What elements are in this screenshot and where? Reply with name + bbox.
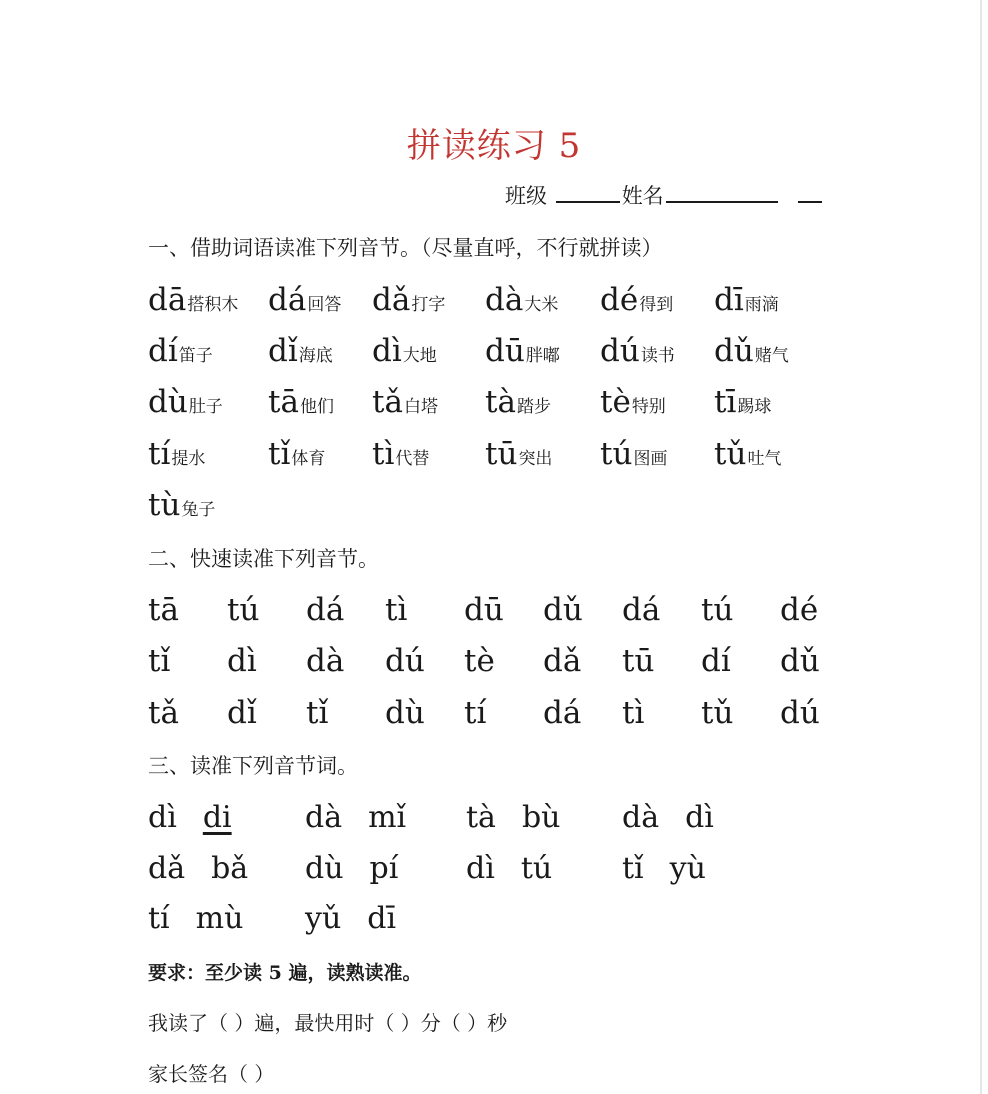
syllable-cell: dú — [780, 695, 820, 731]
syllable-pinyin: dù — [148, 384, 188, 420]
syllable-item — [148, 384, 223, 425]
syllable-word: 读书 — [640, 346, 675, 366]
syllable-item — [268, 436, 325, 477]
page-title: 拼读练习 5 — [406, 126, 582, 166]
pinyin-syllable: tú — [520, 851, 553, 886]
syllable-cell: dá — [622, 592, 661, 628]
pinyin-word — [148, 851, 248, 887]
pinyin-syllable: yù — [669, 851, 706, 886]
syllable-word: 大米 — [524, 295, 559, 315]
pinyin-word — [148, 800, 232, 836]
syllable-pinyin: tú — [600, 436, 633, 472]
pinyin-syllable: dì — [466, 851, 495, 886]
pinyin-word — [622, 851, 706, 887]
syllable-word: 吐气 — [747, 449, 782, 469]
syllable-word: 肚子 — [188, 397, 223, 417]
pinyin-syllable: bù — [521, 800, 561, 835]
syllable-pinyin: tí — [148, 436, 171, 472]
syllable-pinyin: tā — [268, 384, 299, 420]
syllable-cell: dǔ — [780, 643, 820, 679]
syllable-word: 体育 — [291, 449, 326, 469]
syllable-cell: dú — [385, 643, 425, 679]
pinyin-syllable: di — [202, 800, 232, 835]
parent-signature: 家长签名（ ） — [148, 1062, 275, 1086]
syllable-word: 回答 — [307, 295, 342, 315]
name-bar — [505, 180, 824, 210]
pinyin-syllable: dī — [367, 901, 397, 936]
syllable-item — [372, 282, 445, 323]
syllable-cell: tì — [622, 695, 645, 731]
syllable-word: 打字 — [411, 295, 446, 315]
syllable-cell: tǐ — [148, 643, 171, 679]
pinyin-word — [466, 851, 552, 887]
syllable-word: 踢球 — [737, 397, 772, 417]
syllable-word: 大地 — [402, 346, 437, 366]
syllable-cell: tā — [148, 592, 179, 628]
syllable-pinyin: tǔ — [714, 436, 747, 472]
syllable-pinyin: dū — [485, 333, 525, 369]
reading-record: 我读了（ ）遍，最快用时（ ）分（ ）秒 — [148, 1011, 508, 1035]
syllable-word: 雨滴 — [744, 295, 779, 315]
syllable-cell: tǎ — [148, 695, 179, 731]
syllable-item — [714, 436, 781, 477]
pinyin-syllable: tǐ — [622, 851, 644, 886]
syllable-cell: dá — [543, 695, 582, 731]
syllable-word: 代替 — [395, 449, 430, 469]
syllable-cell: tǔ — [701, 695, 734, 731]
syllable-cell: dǎ — [543, 643, 582, 679]
syllable-item — [372, 436, 429, 477]
syllable-pinyin: tà — [485, 384, 516, 420]
pinyin-syllable: dì — [685, 800, 714, 835]
pinyin-syllable: dà — [622, 800, 660, 835]
syllable-pinyin: dǔ — [714, 333, 754, 369]
syllable-word: 白塔 — [403, 397, 438, 417]
syllable-cell: tū — [622, 643, 655, 679]
pinyin-syllable: tí — [148, 901, 170, 936]
syllable-pinyin: dé — [600, 282, 639, 318]
pinyin-syllable: mù — [195, 901, 244, 936]
section1-heading: 一、借助词语读准下列音节。（尽量直呼，不行就拼读） — [148, 236, 663, 260]
syllable-item — [268, 282, 341, 323]
syllable-word: 图画 — [633, 449, 668, 469]
class-label: 班级 — [505, 184, 547, 208]
syllable-cell: dì — [227, 643, 257, 679]
pinyin-word — [622, 800, 714, 836]
pinyin-syllable: tà — [466, 800, 496, 835]
syllable-pinyin: dǐ — [268, 333, 298, 369]
name-label: 姓名 — [621, 184, 664, 208]
syllable-word: 突出 — [518, 449, 553, 469]
syllable-pinyin: dǎ — [372, 282, 411, 318]
syllable-item — [148, 282, 238, 323]
syllable-item — [485, 436, 552, 477]
syllable-cell: dū — [464, 592, 504, 628]
pinyin-word — [305, 800, 406, 836]
syllable-pinyin: tì — [372, 436, 395, 472]
syllable-pinyin: dá — [268, 282, 307, 318]
syllable-pinyin: tǎ — [372, 384, 403, 420]
syllable-pinyin: dā — [148, 282, 187, 318]
syllable-cell: dǐ — [227, 695, 257, 731]
pinyin-word — [148, 901, 243, 937]
syllable-cell: dà — [306, 643, 345, 679]
syllable-item — [600, 436, 667, 477]
syllable-item — [372, 333, 437, 374]
syllable-item — [148, 487, 215, 528]
syllable-cell: tú — [227, 592, 260, 628]
syllable-pinyin: dí — [148, 333, 178, 369]
syllable-item — [485, 333, 560, 374]
syllable-item — [714, 282, 779, 323]
pinyin-syllable: dǎ — [148, 851, 186, 886]
syllable-word: 海底 — [298, 346, 333, 366]
syllable-cell: tè — [464, 643, 495, 679]
syllable-item — [485, 384, 551, 425]
class-blank — [556, 183, 620, 203]
syllable-item — [485, 282, 558, 323]
pinyin-syllable: pí — [369, 851, 399, 886]
syllable-pinyin: tū — [485, 436, 518, 472]
syllable-cell: tì — [385, 592, 408, 628]
syllable-pinyin: dì — [372, 333, 402, 369]
pinyin-syllable: bǎ — [211, 851, 249, 886]
extra-blank — [798, 183, 822, 203]
pinyin-syllable: dù — [305, 851, 344, 886]
syllable-item — [600, 333, 675, 374]
pinyin-word — [466, 800, 560, 836]
section3-heading: 三、读准下列音节词。 — [148, 754, 358, 778]
syllable-word: 兔子 — [181, 500, 216, 520]
syllable-word: 踏步 — [516, 397, 551, 417]
syllable-item — [600, 282, 673, 323]
syllable-pinyin: tè — [600, 384, 631, 420]
syllable-item — [372, 384, 438, 425]
syllable-pinyin: tù — [148, 487, 181, 523]
syllable-word: 特别 — [631, 397, 666, 417]
syllable-item — [714, 333, 789, 374]
syllable-cell: dé — [780, 592, 819, 628]
section2-heading: 二、快速读准下列音节。 — [148, 547, 379, 571]
syllable-item — [268, 384, 334, 425]
syllable-pinyin: dà — [485, 282, 524, 318]
syllable-item — [268, 333, 333, 374]
pinyin-word — [305, 901, 396, 937]
syllable-pinyin: tǐ — [268, 436, 291, 472]
syllable-pinyin: dú — [600, 333, 640, 369]
syllable-item — [600, 384, 666, 425]
syllable-cell: tǐ — [306, 695, 329, 731]
syllable-item — [148, 436, 205, 477]
syllable-pinyin: dī — [714, 282, 744, 318]
syllable-word: 他们 — [299, 397, 334, 417]
syllable-cell: dǔ — [543, 592, 583, 628]
syllable-cell: dí — [701, 643, 731, 679]
pinyin-syllable: dà — [305, 800, 343, 835]
syllable-word: 搭积木 — [187, 295, 239, 315]
syllable-item — [714, 384, 771, 425]
pinyin-syllable: dì — [148, 800, 177, 835]
syllable-word: 胖嘟 — [525, 346, 560, 366]
syllable-cell: dá — [306, 592, 345, 628]
syllable-pinyin: tī — [714, 384, 737, 420]
syllable-item — [148, 333, 213, 374]
syllable-cell: dù — [385, 695, 425, 731]
pinyin-word — [305, 851, 398, 887]
pinyin-syllable: yǔ — [305, 901, 342, 936]
syllable-word: 赌气 — [754, 346, 789, 366]
pinyin-syllable: mǐ — [368, 800, 407, 835]
syllable-word: 得到 — [639, 295, 674, 315]
syllable-cell: tí — [464, 695, 487, 731]
requirement-text: 要求：至少读 5 遍，读熟读准。 — [148, 962, 422, 984]
syllable-cell: tú — [701, 592, 734, 628]
name-blank — [666, 183, 778, 203]
syllable-word: 笛子 — [178, 346, 213, 366]
syllable-word: 提水 — [171, 449, 206, 469]
